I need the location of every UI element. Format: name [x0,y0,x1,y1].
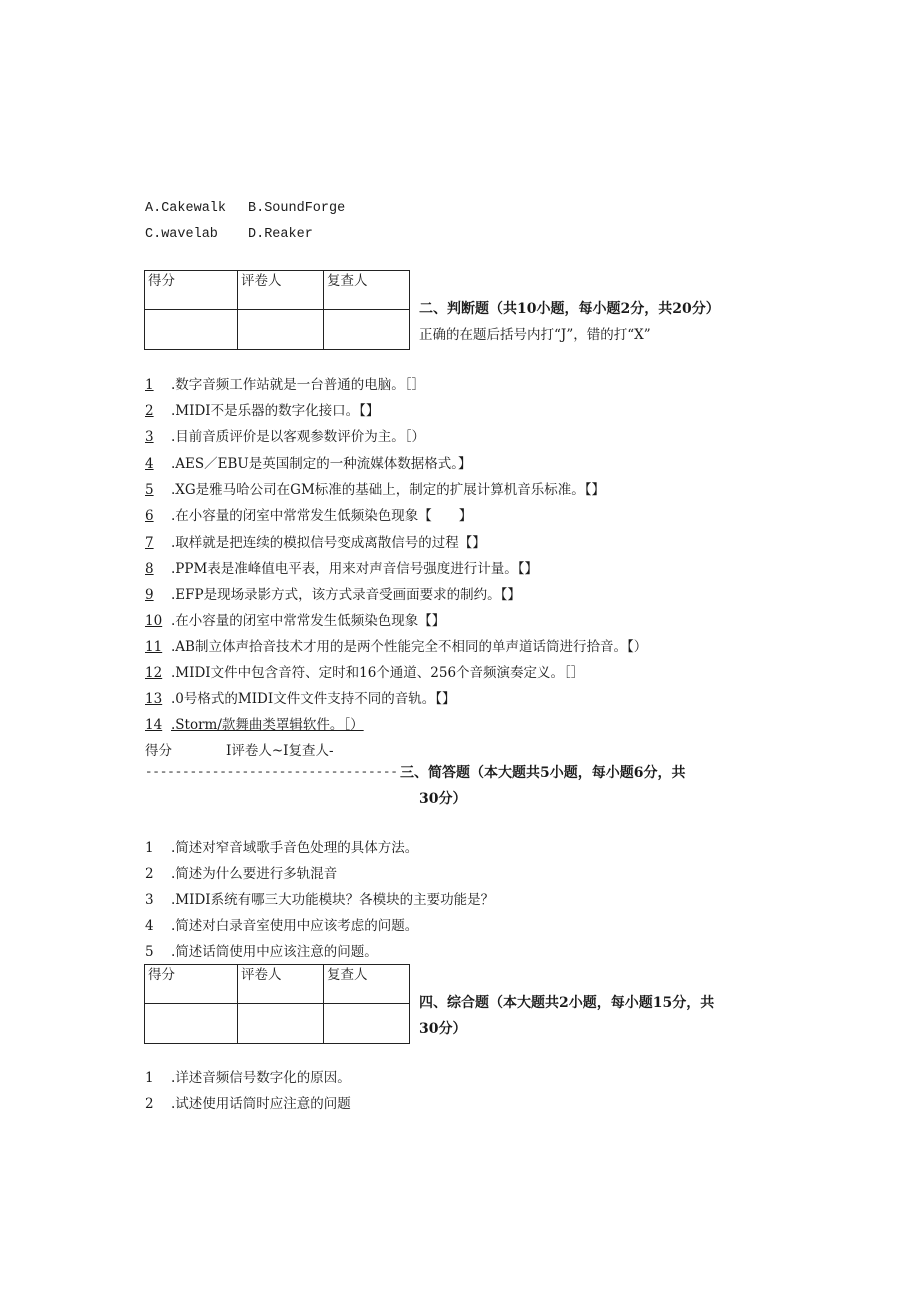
item-number: 5 [145,944,154,960]
item-text: .在小容量的闭室中常常发生低频染色现象【】 [171,613,446,629]
judge-item [145,379,425,393]
item-text: .MIDI不是乐器的数字化接口。【】 [171,403,380,419]
judge-item [145,458,472,472]
item-text: .AB制立体声拾音技术才用的是两个性能完全不相同的单声道话筒进行拾音。【） [171,639,648,655]
judge-item [145,537,486,551]
reviewer-cell [324,1004,410,1044]
judge-item [145,641,647,655]
item-number: 9 [145,587,154,603]
option-a: A.Cakewalk [145,201,227,216]
judge-item [145,589,521,603]
judge-item [145,615,445,629]
essay-item [145,1072,351,1086]
item-number: 1 [145,377,154,393]
section3-title-cont: 30分） [419,791,467,807]
essay-item [145,1098,351,1112]
short-answer-item [145,868,337,882]
score-header: 得分 [145,965,238,1004]
item-number: 2 [145,866,154,882]
section2-title: 二、判断题（共10小题，每小题2分，共20分） [419,301,720,317]
item-number: 10 [145,613,163,629]
reviewer-header: 复查人 [324,965,410,1004]
grader-cell [238,310,324,350]
item-text: .取样就是把连续的模拟信号变成离散信号的过程【】 [171,535,486,551]
item-number: 8 [145,561,154,577]
reviewer-cell [324,310,410,350]
judge-item [145,431,425,445]
item-number: 3 [145,429,154,445]
item-number: 4 [145,918,154,934]
judge-item [145,563,538,577]
item-text: .简述为什么要进行多轨混音 [171,866,338,882]
item-text: .在小容量的闭室中常常发生低频染色现象【 】 [171,508,473,524]
judge-item [145,484,605,498]
item-text: .0号格式的MIDI文件文件支持不同的音轨。【】 [171,691,456,707]
score-table [144,270,410,350]
item-number: 12 [145,665,163,681]
reviewer-header: 复查人 [324,271,410,310]
item-text: .目前音质评价是以客观参数评价为主。［） [171,429,426,445]
section3-title: 三、简答题（本大题共5小题，每小题6分，共 [400,765,686,781]
item-number: 11 [145,639,163,655]
short-answer-item [145,842,418,856]
judge-item [145,667,584,681]
item-number: 5 [145,482,154,498]
item-text: .详述音频信号数字化的原因。 [171,1070,351,1086]
short-answer-item [145,946,378,960]
item-number: 1 [145,840,154,856]
judge-item [145,693,455,707]
item-text: .简述对白录音室使用中应该考虑的问题。 [171,918,419,934]
judge-item [145,719,364,733]
item-number: 13 [145,691,163,707]
score-header: 得分 [145,271,238,310]
item-number: 1 [145,1070,154,1086]
grader-header: 评卷人 [238,271,324,310]
section3-dash-line: ---------------------------------- [145,765,398,779]
section4-title: 四、综合题（本大题共2小题，每小题15分，共 [419,995,715,1011]
judge-item [145,510,472,524]
score-cell [145,1004,238,1044]
item-number: 14 [145,717,163,733]
option-b: B.SoundForge [248,201,346,216]
item-text: .Storm/款舞曲类罩辑软件。［） [171,717,364,733]
item-text: .EFP是现场录影方式，该方式录音受画面要求的制约。【】 [171,587,521,603]
item-text: .试述使用话筒时应注意的问题 [171,1096,351,1112]
item-text: .简述对窄音域歌手音色处理的具体方法。 [171,840,419,856]
judge-item [145,405,379,419]
grader-header: 评卷人 [238,965,324,1004]
section3-score-line: 得分 I评卷人~I复查人- [145,743,334,759]
item-text: .AES／EBU是英国制定的一种流媒体数据格式。】 [171,456,472,472]
item-number: 4 [145,456,154,472]
option-c: C.wavelab [145,227,218,242]
section4-title-cont: 30分） [419,1021,467,1037]
score-table [144,964,410,1044]
item-number: 2 [145,403,154,419]
item-text: .PPM表是准峰值电平表，用来对声音信号强度进行计量。【】 [171,561,539,577]
short-answer-item [145,920,418,934]
item-number: 6 [145,508,154,524]
item-text: .XG是雅马哈公司在GM标准的基础上，制定的扩展计算机音乐标准。【】 [171,482,606,498]
item-number: 7 [145,535,154,551]
item-text: .简述话筒使用中应该注意的问题。 [171,944,378,960]
item-text: .数字音频工作站就是一台普通的电脑。［］ [171,377,426,393]
score-cell [145,310,238,350]
item-text: .MIDI系统有哪三大功能模块？各模块的主要功能是？ [171,892,495,908]
item-number: 2 [145,1096,154,1112]
item-text: .MIDI文件中包含音符、定时和16个通道、256个音频演奏定义。［］ [171,665,585,681]
section2-instruction: 正确的在题后括号内打“J”，错的打“X” [419,327,651,343]
grader-cell [238,1004,324,1044]
option-d: D.Reaker [248,227,313,242]
item-number: 3 [145,892,154,908]
short-answer-item [145,894,494,908]
